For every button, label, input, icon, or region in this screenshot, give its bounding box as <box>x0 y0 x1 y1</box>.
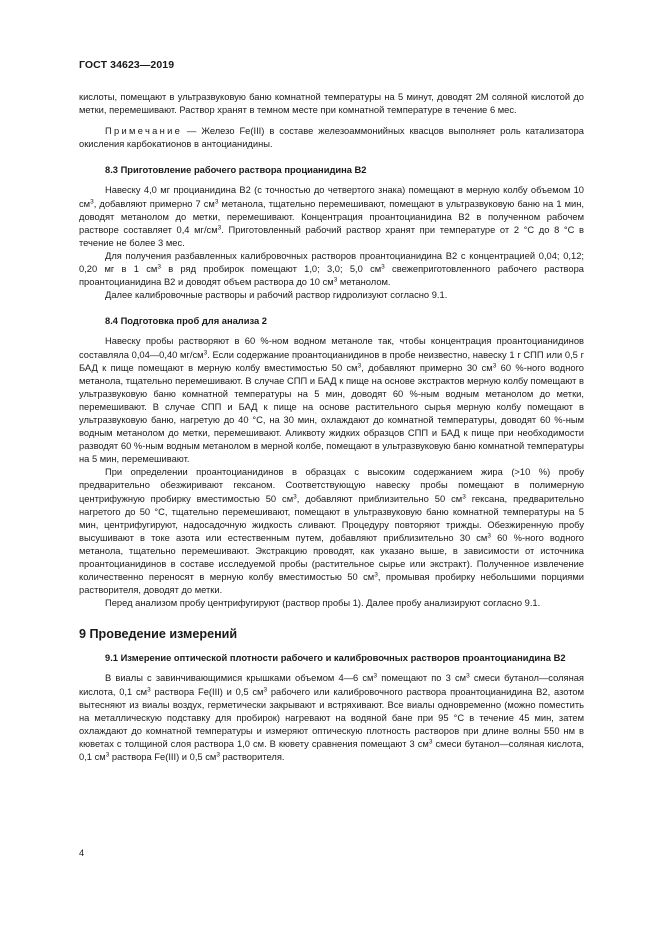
section-9-1-title: 9.1 Измерение оптической плотности рабочего и калибровочных растворов проантоцианидина В2 <box>105 653 566 664</box>
section-8-3-paragraph-1: Навеску 4,0 мг процианидина В2 (с точностью до четвертого знака) помещают в мерную колбу объемом 10 $см^3$, добавляют примерно 7 $см^3$ метанола, тщательно перемешивают, помещают в ультразвуковую баню на 1 мин, доводят метанолом до метки, перемешивают. Концентрация проантоцианидина В2 в полученном рабочем растворе составляет 0,4 $мг/см^3$. Приготовленный рабочий раствор хранят при температуре от 2 °С до 8 °С в течение не более 3 мес. <box>79 185 585 248</box>
section-8-4-paragraph-3: Перед анализом пробу центрифугируют (раствор пробы 1). Далее пробу анализируют согласно 9.1. <box>105 598 541 609</box>
section-8-3-paragraph-3: Далее калибровочные растворы и рабочий раствор гидролизуют согласно 9.1. <box>105 290 448 301</box>
note-label: Примечание <box>105 126 183 137</box>
section-8-4-title: 8.4 Подготовка проб для анализа 2 <box>105 316 268 327</box>
section-8-4-paragraph-2: При определении проантоцианидинов в образцах с высоким содержанием жира (>10 %) пробу предварительно обезжиривают гексаном. Соответствующую навеску пробы помещают в полимерную центрифужную пробирку вместимостью 50 $см^3$, добавляют приблизительно 50 $см^3$ гексана, предварительно нагретого до 50 °С, тщательно перемешивают, помещают в ультразвуковую баню комнатной температуры на 5 мин, центрифугируют, надосадочную жидкость сливают. Процедуру повторяют трижды. Обезжиренную пробу высушивают в токе азота или естественным путем, добавляют приблизительно 30 $см^3$ 60 %-ного водного метанола, тщательно перемешивают. Экстракцию проводят, как указано выше, в зависимости от источника проантоцианидинов в составе исследуемой пробы (растительное сырье или экстракт). Полученное извлечение количественно переносят в мерную колбу вместимостью 50 $см^3$, промывая пробирку небольшими порциями растворителя, доводят до метки. <box>79 467 584 596</box>
section-9-title: 9 Проведение измерений <box>79 627 238 642</box>
section-8-3-paragraph-2: Для получения разбавленных калибровочных растворов проантоцианидина В2 с концентрацией 0,04; 0,12; 0,20 мг в 1 $см^3$ в ряд пробирок помещают 1,0; 3,0; 5,0 $см^3$ свежеприготовленного рабочего раствора проантоцианидина В2 и доводят объем раствора до 10 $см^3$ метанолом. <box>79 250 584 288</box>
document-header <box>79 59 174 71</box>
section-9-1-paragraph-1: В виалы с завинчивающимися крышками объемом 4—6 $см^3$ помещают по 3 $см^3$ смеси бутанол—соляная кислота, 0,1 $см^3$ раствора Fe(III) и 0,5 $см^3$ рабочего или калибровочного раствора проантоцианидина В2, азотом вытесняют из виалы воздух, герметически закрывают и встряхивают. Все виалы одновременно (можно поместить на металлическую подставку для пробирок) нагревают на водяной бане при 95 °С в течение 45 мин, затем охлаждают до комнатной температуры и измеряют оптическую плотность растворов при длине волны 550 нм в кюветах с толщиной слоя раствора 1,0 см. В кювету сравнения помещают 3 $см^3$ смеси бутанол—соляная кислота, 0,1 $см^3$ раствора Fe(III) и 0,5 $см^3$ растворителя. <box>79 672 584 763</box>
document-id: ГОСТ 34623—2019 <box>79 59 175 71</box>
page-number: 4 <box>79 848 85 858</box>
page-body <box>79 91 584 764</box>
intro-paragraph: кислоты, помещают в ультразвуковую баню комнатной температуры на 5 минут, доводят 2М соляной кислотой до метки, перемешивают. Раствор хранят в темном месте при комнатной температуре в течение 6 мес. <box>79 92 584 116</box>
note-text: — Железо Fe(III) в составе железоаммонийных квасцов выполняет роль катализатора окисления карбокатионов в антоцианидины. <box>79 126 584 150</box>
note-paragraph <box>79 125 584 151</box>
section-8-3-title: 8.3 Приготовление рабочего раствора процианидина В2 <box>105 165 367 176</box>
section-8-4-paragraph-1: Навеску пробы растворяют в 60 %-ном водном метаноле так, чтобы концентрация проантоцианидинов составляла 0,04—0,40 $мг/см^3$. Если содержание проантоцианидинов в пробе неизвестно, навеску 1 г СПП или 0,5 г БАД к пище помещают в мерную колбу вместимостью 50 $см^3$, добавляют примерно 30 $см^3$ 60 %-ного водного метанола, тщательно перемешивают. В случае СПП и БАД к пище на основе экстрактов мерную колбу помещают в ультразвуковую баню комнатной температуры на 5 мин, доводят 60 %-ным водным метанолом до метки, перемешивают. В случае СПП и БАД к пище на основе растительного сырья мерную колбу помещают в ультразвуковую баню, нагретую до 40 °С, на 30 мин, охлаждают до комнатной температуры, доводят 60 %-ным водным метанолом до метки, перемешивают. Аликвоту жидких образцов СПП и БАД к пище при необходимости разводят 60 %-ным водным метанолом в мерной колбе, помещают в ультразвуковую баню комнатной температуры на 5 мин, перемешивают. <box>79 336 585 465</box>
